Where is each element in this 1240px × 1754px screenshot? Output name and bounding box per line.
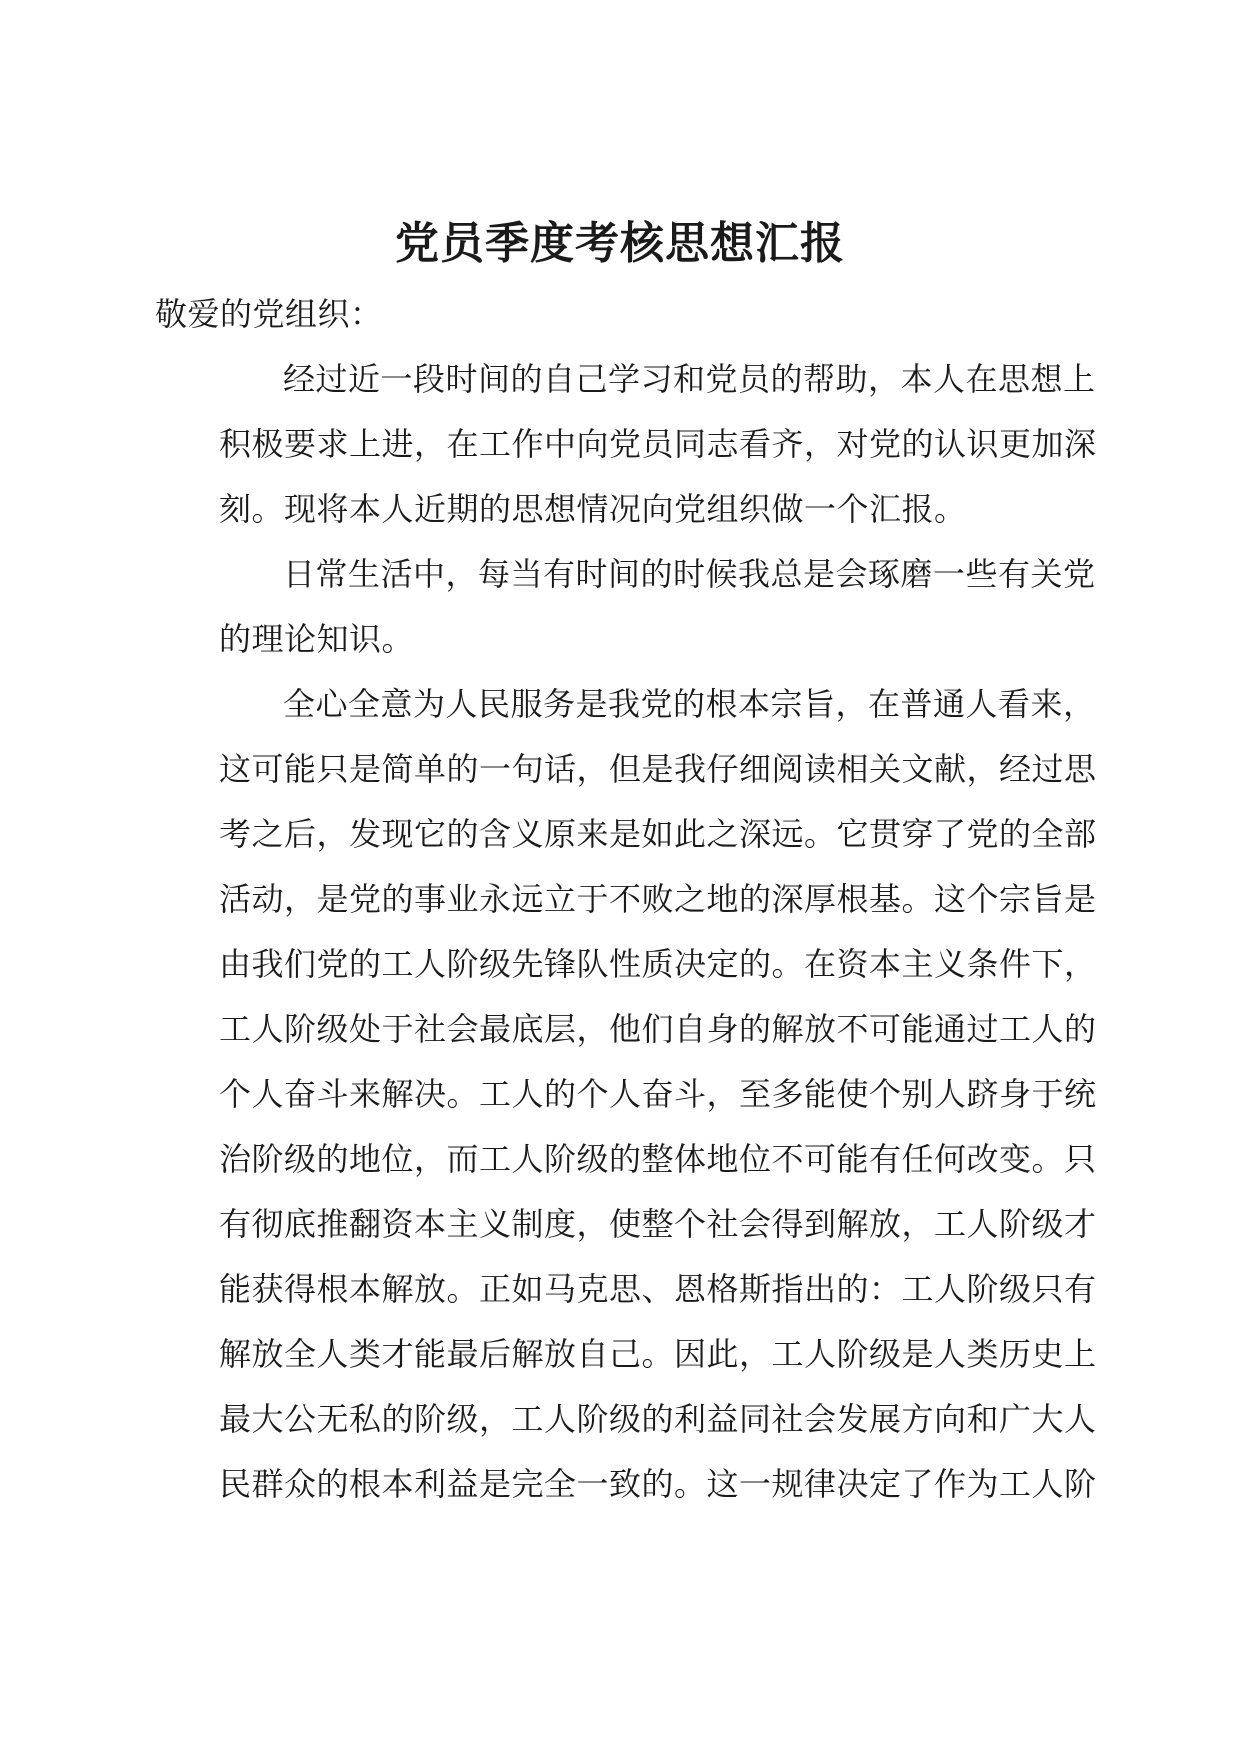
paragraph-line: 有彻底推翻资本主义制度，使整个社会得到解放，工人阶级才 <box>219 1205 1097 1243</box>
paragraph-line: 民群众的根本利益是完全一致的。这一规律决定了作为工人阶 <box>219 1465 1097 1503</box>
paragraph-line: 治阶级的地位，而工人阶级的整体地位不可能有任何改变。只 <box>219 1140 1097 1178</box>
paragraph-line: 的理论知识。 <box>219 620 415 658</box>
document-title: 党员季度考核思想汇报 <box>395 218 845 269</box>
paragraph-line: 考之后，发现它的含义原来是如此之深远。它贯穿了党的全部 <box>219 815 1097 853</box>
paragraph-line: 最大公无私的阶级，工人阶级的利益同社会发展方向和广大人 <box>219 1400 1097 1438</box>
paragraph-line: 能获得根本解放。正如马克思、恩格斯指出的：工人阶级只有 <box>219 1270 1097 1308</box>
document-body <box>155 282 1097 1517</box>
paragraph-line: 这可能只是简单的一句话，但是我仔细阅读相关文献，经过思 <box>219 750 1097 788</box>
paragraph-line: 活动，是党的事业永远立于不败之地的深厚根基。这个宗旨是 <box>219 880 1097 918</box>
paragraph-line: 经过近一段时间的自己学习和党员的帮助，本人在思想上 <box>283 360 1096 398</box>
paragraph-line: 解放全人类才能最后解放自己。因此，工人阶级是人类历史上 <box>219 1335 1097 1373</box>
paragraph-line: 全心全意为人民服务是我党的根本宗旨，在普通人看来， <box>283 685 1096 723</box>
paragraph-line: 工人阶级处于社会最底层，他们自身的解放不可能通过工人的 <box>219 1010 1097 1048</box>
paragraph-line: 由我们党的工人阶级先锋队性质决定的。在资本主义条件下， <box>219 945 1097 983</box>
paragraph-line: 积极要求上进，在工作中向党员同志看齐，对党的认识更加深 <box>219 425 1097 463</box>
paragraph-line: 刻。现将本人近期的思想情况向党组织做一个汇报。 <box>219 490 967 528</box>
paragraph-3 <box>155 672 1097 1517</box>
paragraph-1 <box>155 347 1097 542</box>
salutation: 敬爱的党组织： <box>155 295 383 333</box>
paragraph-line: 日常生活中，每当有时间的时候我总是会琢磨一些有关党 <box>283 555 1096 593</box>
paragraph-2 <box>155 542 1096 672</box>
paragraph-line: 个人奋斗来解决。工人的个人奋斗，至多能使个别人跻身于统 <box>219 1075 1097 1113</box>
